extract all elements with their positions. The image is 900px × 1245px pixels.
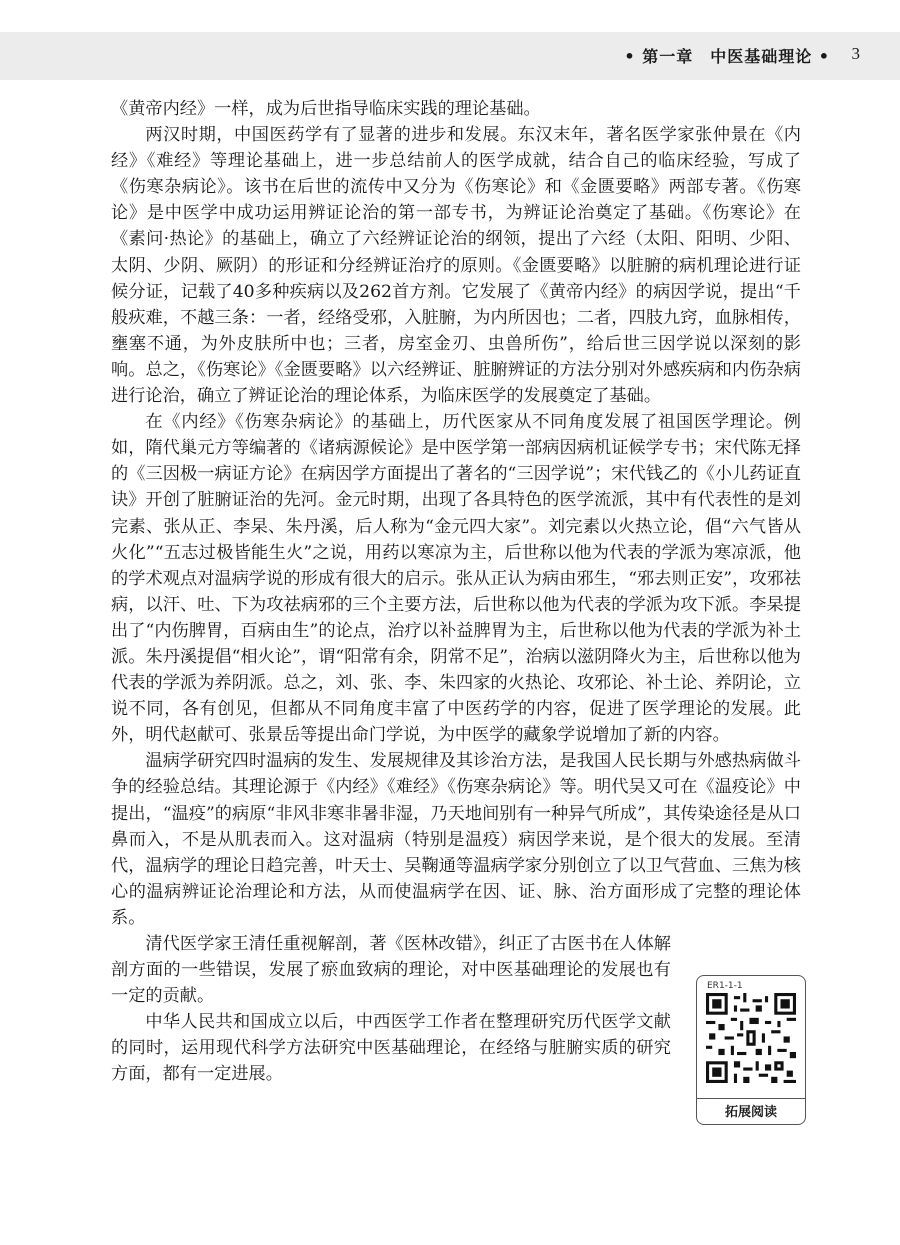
paragraph-wang-qingren: 清代医学家王清任重视解剖，著《医林改错》，纠正了古医书在人体解剖方面的一些错误，发展了瘀血致病的理论，对中医基础理论的发展也有一定的贡献。 — [111, 934, 671, 1007]
paragraph-continuation: 《黄帝内经》一样，成为后世指导临床实践的理论基础。 — [111, 99, 541, 119]
paragraph-warm-disease: 温病学研究四时温病的发生、发展规律及其诊治方法，是我国人民长期与外感热病做斗争的经验总结。其理论源于《内经》《难经》《伤寒杂病论》等。明代吴又可在《温疫论》中提出，“温疫”的病原“非风非寒非暑非湿，乃天地间别有一种异气所成”，其传染途径是从口鼻而入，不是从肌表而入。这对温病（特别是温疫）病因学来说，是个很大的发展。至清代，温病学的理论日趋完善，叶天士、吴鞠通等温病学家分别创立了以卫气营血、三焦为核心的温病辨证论治理论和方法，从而使温病学在因、证、脉、治方面形成了完整的理论体系。 — [111, 751, 801, 928]
body-text — [111, 96, 801, 1088]
extended-reading-label: 拓展阅读 — [697, 1098, 805, 1120]
chapter-title: • 第一章 中医基础理论 • — [624, 47, 830, 66]
paragraph-modern-research: 中华人民共和国成立以后，中西医学工作者在整理研究历代医学文献的同时，运用现代科学方法研究中医基础理论，在经络与脏腑实质的研究方面，都有一定进展。 — [111, 1012, 671, 1085]
extended-reading-qr-card[interactable] — [696, 975, 806, 1125]
paragraph-later-schools: 在《内经》《伤寒杂病论》的基础上，历代医家从不同角度发展了祖国医学理论。例如，隋代巢元方等编著的《诸病源候论》是中医学第一部病因病机证候学专书；宋代陈无择的《三因极一病证方论》在病因学方面提出了著名的“三因学说”；宋代钱乙的《小儿药证直诀》开创了脏腑证治的先河。金元时期，出现了各具特色的医学流派，其中有代表性的是刘完素、张从正、李杲、朱丹溪，后人称为“金元四大家”。刘完素以火热立论，倡“六气皆从火化”“五志过极皆能生火”之说，用药以寒凉为主，后世称以他为代表的学派为寒凉派，他的学术观点对温病学说的形成有很大的启示。张从正认为病由邪生，“邪去则正安”，攻邪祛病，以汗、吐、下为攻祛病邪的三个主要方法，后世称以他为代表的学派为攻下派。李杲提出了“内伤脾胃，百病由生”的论点，治疗以补益脾胃为主，后世称以他为代表的学派为补土派。朱丹溪提倡“相火论”，谓“阳常有余，阴常不足”，治病以滋阴降火为主，后世称以他为代表的学派为养阴派。总之，刘、张、李、朱四家的火热论、攻邪论、补土论、养阴论，立说不同，各有创见，但都从不同角度丰富了中医药学的内容，促进了医学理论的发展。此外，明代赵献可、张景岳等提出命门学说，为中医学的藏象学说增加了新的内容。 — [111, 412, 801, 746]
qr-code-id: ER1-1-1 — [707, 981, 743, 991]
paragraph-han-dynasty: 两汉时期，中国医药学有了显著的进步和发展。东汉末年，著名医学家张仲景在《内经》《难经》等理论基础上，进一步总结前人的医学成就，结合自己的临床经验，写成了《伤寒杂病论》。该书在后世的流传中又分为《伤寒论》和《金匮要略》两部专著。《伤寒论》是中医学中成功运用辨证论治的第一部专书，为辨证论治奠定了基础。《伤寒论》在《素问·热论》的基础上，确立了六经辨证论治的纲领，提出了六经（太阳、阳明、少阳、太阴、少阴、厥阴）的形证和分经辨证治疗的原则。《金匮要略》以脏腑的病机理论进行证候分证，记载了40多种疾病以及262首方剂。它发展了《黄帝内经》的病因学说，提出“千般疢难，不越三条：一者，经络受邪，入脏腑，为内所因也；二者，四肢九窍，血脉相传，壅塞不通，为外皮肤所中也；三者，房室金刃、虫兽所伤”，给后世三因学说以深刻的影响。总之，《伤寒论》《金匮要略》以六经辨证、脏腑辨证的方法分别对外感疾病和内伤杂病进行论治，确立了辨证论治的理论体系，为临床医学的发展奠定了基础。 — [111, 125, 801, 407]
page-number: 3 — [851, 44, 860, 63]
qr-code-icon[interactable] — [706, 993, 796, 1083]
